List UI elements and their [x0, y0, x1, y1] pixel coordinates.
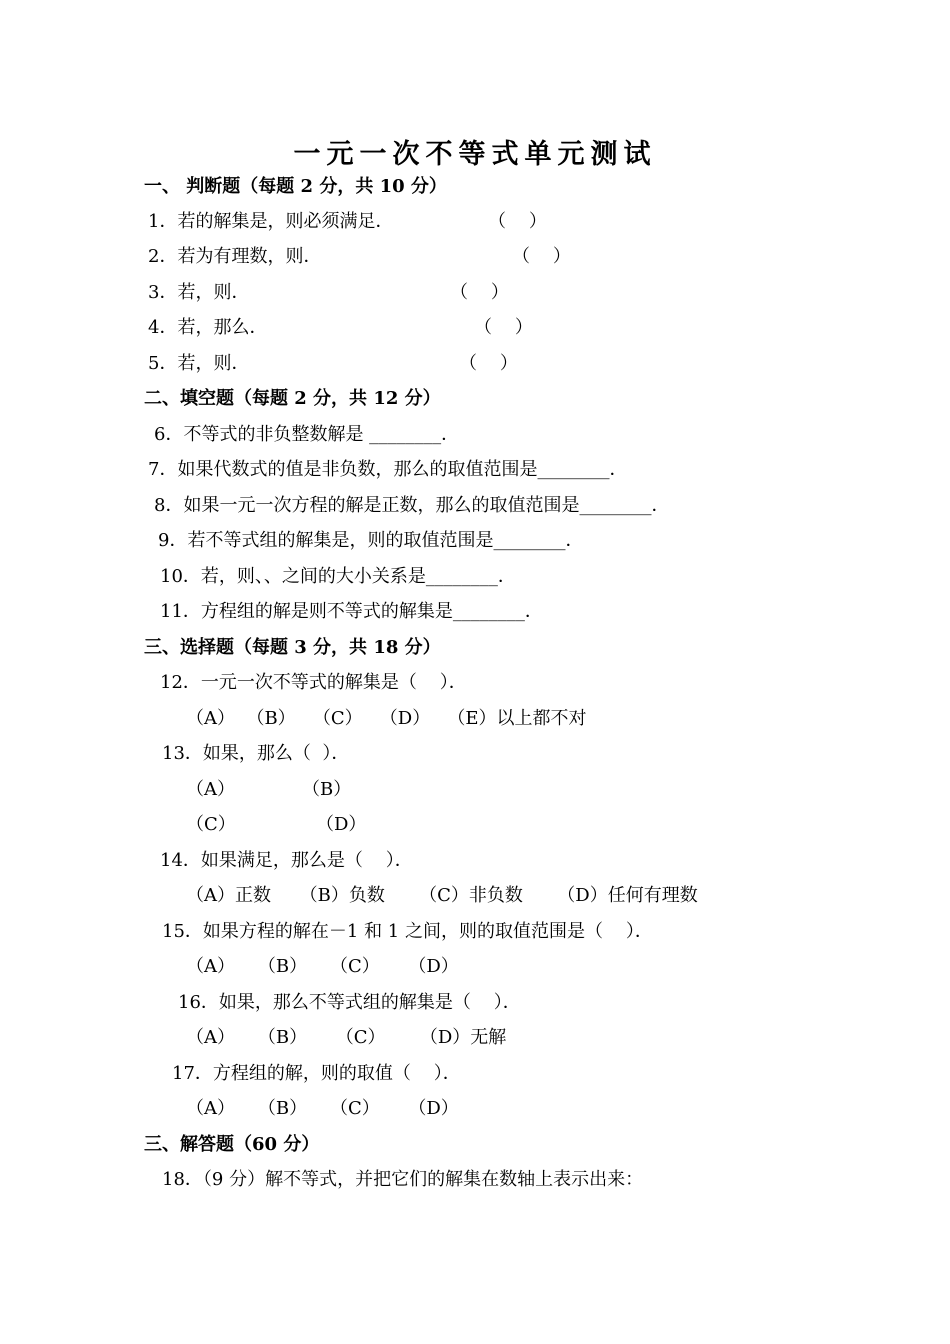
question-15-options: （A） （B） （C） （D） — [186, 956, 459, 977]
question-18: 18．（9 分）解不等式，并把它们的解集在数轴上表示出来： — [162, 1169, 644, 1190]
question-3: 3．若，则． — [148, 282, 250, 303]
answer-paren-4: （ ） — [474, 317, 533, 338]
answer-paren-5: （ ） — [459, 353, 518, 374]
question-16: 16．如果，那么不等式组的解集是（ ）． — [178, 992, 521, 1013]
question-4: 4．若，那么． — [148, 317, 268, 338]
question-13-option-c: （C） — [186, 814, 236, 835]
answer-paren-2: （ ） — [512, 246, 571, 267]
question-14: 14．如果满足，那么是（ ）． — [160, 850, 413, 871]
question-5: 5．若，则． — [148, 353, 250, 374]
question-12: 12．一元一次不等式的解集是（ ）． — [160, 672, 467, 693]
question-17-options: （A） （B） （C） （D） — [186, 1098, 459, 1119]
section-heading-judge: 一、 判断题（每题 2 分，共 10 分） — [144, 176, 447, 197]
question-14-options: （A）正数 （B）负数 （C）非负数 （D）任何有理数 — [186, 885, 698, 906]
question-6: 6．不等式的非负整数解是 ________． — [154, 424, 460, 445]
question-1: 1．若的解集是，则必须满足． — [148, 211, 394, 232]
question-15: 15．如果方程的解在－1 和 1 之间，则的取值范围是（ ）． — [162, 921, 653, 942]
question-13: 13．如果，那么（ ）． — [162, 743, 350, 764]
question-17: 17．方程组的解，则的取值（ ）． — [172, 1063, 461, 1084]
question-13-option-d: （D） — [316, 814, 367, 835]
question-13-option-b: （B） — [302, 779, 352, 800]
question-9: 9．若不等式组的解集是，则的取值范围是________． — [158, 530, 584, 551]
page-title: 一元一次不等式单元测试 — [293, 139, 657, 170]
question-8: 8．如果一元一次方程的解是正数，那么的取值范围是________． — [154, 495, 670, 516]
answer-paren-3: （ ） — [450, 282, 509, 303]
question-10: 10．若，则、、之间的大小关系是________． — [160, 566, 516, 587]
section-heading-answer: 三、解答题（60 分） — [144, 1134, 320, 1155]
question-11: 11．方程组的解是则不等式的解集是________． — [160, 601, 543, 622]
question-13-option-a: （A） — [186, 779, 235, 800]
question-12-options: （A） （B） （C） （D） （E）以上都不对 — [186, 708, 587, 729]
question-16-options: （A） （B） （C） （D）无解 — [186, 1027, 507, 1048]
question-7: 7．如果代数式的值是非负数，那么的取值范围是________． — [148, 459, 628, 480]
section-heading-choice: 三、选择题（每题 3 分，共 18 分） — [144, 637, 441, 658]
section-heading-fill: 二、填空题（每题 2 分，共 12 分） — [144, 388, 441, 409]
answer-paren-1: （ ） — [488, 211, 547, 232]
question-2: 2．若为有理数，则． — [148, 246, 322, 267]
